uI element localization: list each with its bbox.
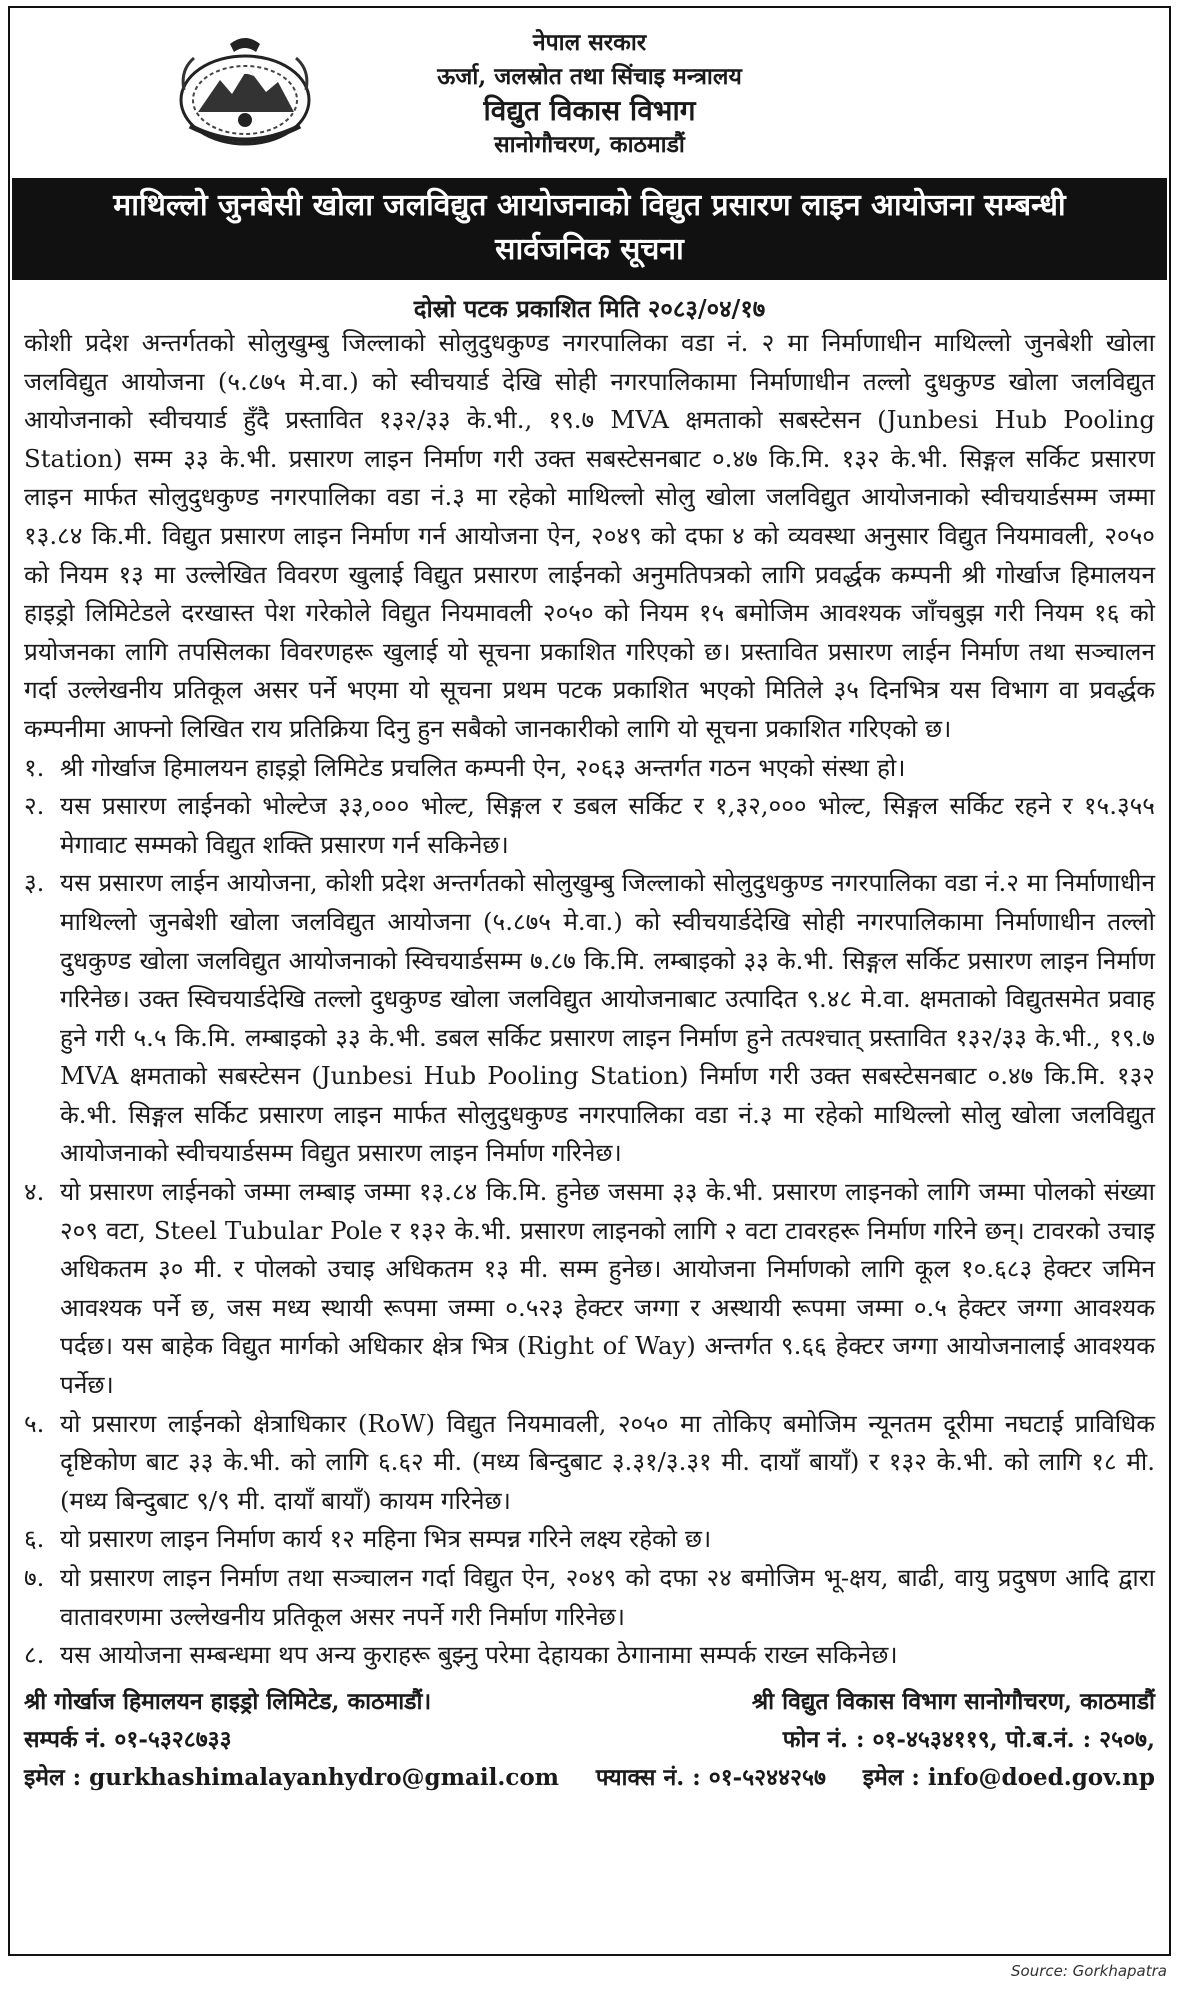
item-number: ६. <box>24 1524 45 1554</box>
list-item <box>24 1636 1155 1675</box>
list-item <box>24 1520 1155 1559</box>
item-text: श्री गोर्खाज हिमालयन हाइड्रो लिमिटेड प्रचलित कम्पनी ऐन, २०६३ अन्तर्गत गठन भएको संस्था हो। <box>60 752 906 782</box>
department-name: विद्युत विकास विभाग <box>483 94 696 127</box>
item-number: २. <box>24 791 45 821</box>
department-contact-name: श्री विद्युत विकास विभाग सानोगौचरण, काठमाडौं <box>751 1687 1155 1715</box>
contact-block <box>10 1683 1169 1797</box>
item-number: ७. <box>24 1563 45 1592</box>
item-number: ३. <box>24 868 45 898</box>
list-item <box>24 749 1155 788</box>
department-email: इमेल : info@doed.gov.np <box>862 1763 1155 1791</box>
item-number: ५. <box>24 1408 45 1438</box>
ministry-name: ऊर्जा, जलस्रोत तथा सिंचाइ मन्त्रालय <box>437 63 742 90</box>
item-text: यो प्रसारण लाइन निर्माण कार्य १२ महिना भित्र सम्पन्न गरिने लक्ष्य रहेको छ। <box>60 1524 712 1554</box>
notice-title <box>12 178 1167 280</box>
item-number: १. <box>24 752 45 782</box>
intro-paragraph: कोशी प्रदेश अन्तर्गतको सोलुखुम्बु जिल्लाको सोलुदुधकुण्ड नगरपालिका वडा नं. २ मा निर्माणाधीन माथिल्लो जुनबेशी खोला जलविद्युत आयोजना (५.८७५ मे.वा.) को स्वीचयार्ड देखि सोही नगरपालिकामा निर्माणाधीन तल्लो दुधकुण्ड खोला जलविद्युत आयोजनाको स्वीचयार्ड हुँदै प्रस्तावित १३२/३३ के.भी., १९.७ MVA क्षमताको सबस्टेसन (Junbesi Hub Pooling Station) सम्म ३३ के.भी. प्रसारण लाइन निर्माण गरी उक्त सबस्टेसनबाट ०.४७ कि.मि. १३२ के.भी. सिङ्गल सर्किट प्रसारण लाइन मार्फत सोलुदुधकुण्ड नगरपालिका वडा नं.३ मा रहेको माथिल्लो सोलु खोला जलविद्युत आयोजनाको स्वीचयार्डसम्म जम्मा १३.८४ कि.मी. विद्युत प्रसारण लाइन निर्माण गर्न आयोजना ऐन, २०४९ को दफा ४ को व्यवस्था अनुसार विद्युत नियमावली, २०५० को नियम १३ मा उल्लेखित विवरण खुलाई विद्युत प्रसारण लाईनको अनुमतिपत्रको लागि प्रवर्द्धक कम्पनी श्री गोर्खाज हिमालयन हाइड्रो लिमिटेडले दरखास्त पेश गरेकोले विद्युत नियमावली २०५० को नियम १५ बमोजिम आवश्यक जाँचबुझ गरी नियम १६ को प्रयोजनका लागि तपसिलका विवरणहरू खुलाई यो सूचना प्रकाशित गरिएको छ। प्रस्तावित प्रसारण लाईन निर्माण तथा सञ्चालन गर्दा उल्लेखनीय प्रतिकूल असर पर्ने भएमा यो सूचना प्रथम पटक प्रकाशित भएको मितिले ३५ दिनभित्र यस विभाग वा प्रवर्द्धक कम्पनीमा आफ्नो लिखित राय प्रतिक्रिया दिनु हुन सबैको जानकारीको लागि यो सूचना प्रकाशित गरिएको छ। <box>24 328 1155 743</box>
list-item <box>24 864 1155 1173</box>
list-item <box>24 1405 1155 1521</box>
government-name: नेपाल सरकार <box>532 29 647 56</box>
item-text: यो प्रसारण लाईनको क्षेत्राधिकार (RoW) विद्युत नियमावली, २०५० मा तोकिए बमोजिम न्यूनतम दूरीमा नघटाई प्राविधिक दृष्टिकोण बाट ३३ के.भी. को लागि ६.६२ मी. (मध्य बिन्दुबाट ३.३१/३.३१ मी. दायाँ बायाँ) र १३२ के.भी. को लागि १८ मी. (मध्य बिन्दुबाट ९/९ मी. दायाँ बायाँ) कायम गरिनेछ। <box>60 1408 1155 1515</box>
item-number: ८. <box>24 1640 45 1670</box>
list-item <box>24 1559 1155 1636</box>
department-location: सानोगौचरण, काठमाडौं <box>494 131 685 158</box>
notice-body <box>10 324 1169 1675</box>
item-text: यो प्रसारण लाईनको जम्मा लम्बाइ जम्मा १३.८४ कि.मि. हुनेछ जसमा ३३ के.भी. प्रसारण लाइनको लागि जम्मा पोलको संख्या २०९ वटा, Steel Tubular Pole र १३२ के.भी. प्रसारण लाइनको लागि २ वटा टावरहरू निर्माण गरिने छन्। टावरको उचाइ अधिकतम ३० मी. र पोलको उचाइ अधिकतम १३ मी. सम्म हुनेछ। आयोजना निर्माणको लागि कूल १०.६८३ हेक्टर जमिन आवश्यक पर्ने छ, जस मध्य स्थायी रूपमा जम्मा ०.५२३ हेक्टर जग्गा र अस्थायी रूपमा जम्मा ०.५ हेक्टर जग्गा आवश्यक पर्दछ। यस बाहेक विद्युत मार्गको अधिकार क्षेत्र भित्र (Right of Way) अन्तर्गत ९.६६ हेक्टर जग्गा आयोजनालाई आवश्यक पर्नेछ। <box>60 1177 1155 1400</box>
list-item <box>24 787 1155 864</box>
company-phone: सम्पर्क नं. ०१-५३२८७३३ <box>24 1725 232 1753</box>
item-text: यस प्रसारण लाईनको भोल्टेज ३३,००० भोल्ट, सिङ्गल र डबल सर्किट र १,३२,००० भोल्ट, सिङ्गल सर्किट रहने र १५.३५५ मेगावाट सम्मको विद्युत शक्ति प्रसारण गर्न सकिनेछ। <box>60 791 1155 859</box>
notice-header <box>10 8 1169 178</box>
department-phone: फोन नं. : ०१-४५३४११९, पो.ब.नं. : २५०७, <box>782 1725 1155 1753</box>
item-text: यस आयोजना सम्बन्धमा थप अन्य कुराहरू बुझ्नु परेमा देहायका ठेगानामा सम्पर्क राख्न सकिनेछ। <box>60 1640 898 1670</box>
public-notice <box>8 6 1171 1956</box>
item-text: यस प्रसारण लाईन आयोजना, कोशी प्रदेश अन्तर्गतको सोलुखुम्बु जिल्लाको सोलुदुधकुण्ड नगरपालिका वडा नं.२ मा निर्माणाधीन माथिल्लो जुनबेशी खोला जलविद्युत आयोजना (५.८७५ मे.वा.) को स्वीचयार्डदेखि सोही नगरपालिकामा निर्माणाधीन तल्लो दुधकुण्ड खोला जलविद्युत आयोजनाको स्विचयार्डसम्म ७.८७ कि.मि. लम्बाइको ३३ के.भी. सिङ्गल सर्किट प्रसारण लाइन निर्माण गरिनेछ। उक्त स्विचयार्डदेखि तल्लो दुधकुण्ड खोला जलविद्युत आयोजनाबाट उत्पादित ९.४८ मे.वा. क्षमताको विद्युतसमेत प्रवाह हुने गरी ५.५ कि.मि. लम्बाइको ३३ के.भी. डबल सर्किट प्रसारण लाइन निर्माण हुने तत्पश्चात् प्रस्तावित १३२/३३ के.भी., १९.७ MVA क्षमताको सबस्टेसन (Junbesi Hub Pooling Station) निर्माण गरी उक्त सबस्टेसनबाट ०.४७ कि.मि. १३२ के.भी. सिङ्गल सर्किट प्रसारण लाइन मार्फत सोलुदुधकुण्ड नगरपालिका वडा नं.३ मा रहेको माथिल्लो सोलु खोला जलविद्युत आयोजनाको स्वीचयार्डसम्म विद्युत प्रसारण लाइन निर्माण गरिनेछ। <box>60 868 1155 1168</box>
company-email: इमेल : gurkhashimalayanhydro@gmail.com <box>24 1763 560 1791</box>
notice-title-line-2: सार्वजनिक सूचना <box>495 232 684 267</box>
department-fax: फ्याक्स नं. : ०१-५२४४२५७ <box>595 1763 826 1791</box>
notice-title-line-1: माथिल्लो जुनबेसी खोला जलविद्युत आयोजनाको विद्युत प्रसारण लाइन आयोजना सम्बन्धी <box>113 188 1066 223</box>
published-date: दोस्रो पटक प्रकाशित मिति २०८३/०४/१७ <box>413 294 766 323</box>
company-name: श्री गोर्खाज हिमालयन हाइड्रो लिमिटेड, काठमाडौं। <box>24 1687 432 1715</box>
source-credit: Source: Gorkhapatra <box>1011 1962 1167 1980</box>
list-item <box>24 1173 1155 1405</box>
item-number: ४. <box>24 1177 45 1207</box>
item-text: यो प्रसारण लाइन निर्माण तथा सञ्चालन गर्दा विद्युत ऐन, २०४९ को दफा २४ बमोजिम भू-क्षय, बाढी, वायु प्रदुषण आदि द्वारा वातावरणमा उल्लेखनीय प्रतिकूल असर नपर्ने गरी निर्माण गरिनेछ। <box>60 1563 1155 1631</box>
